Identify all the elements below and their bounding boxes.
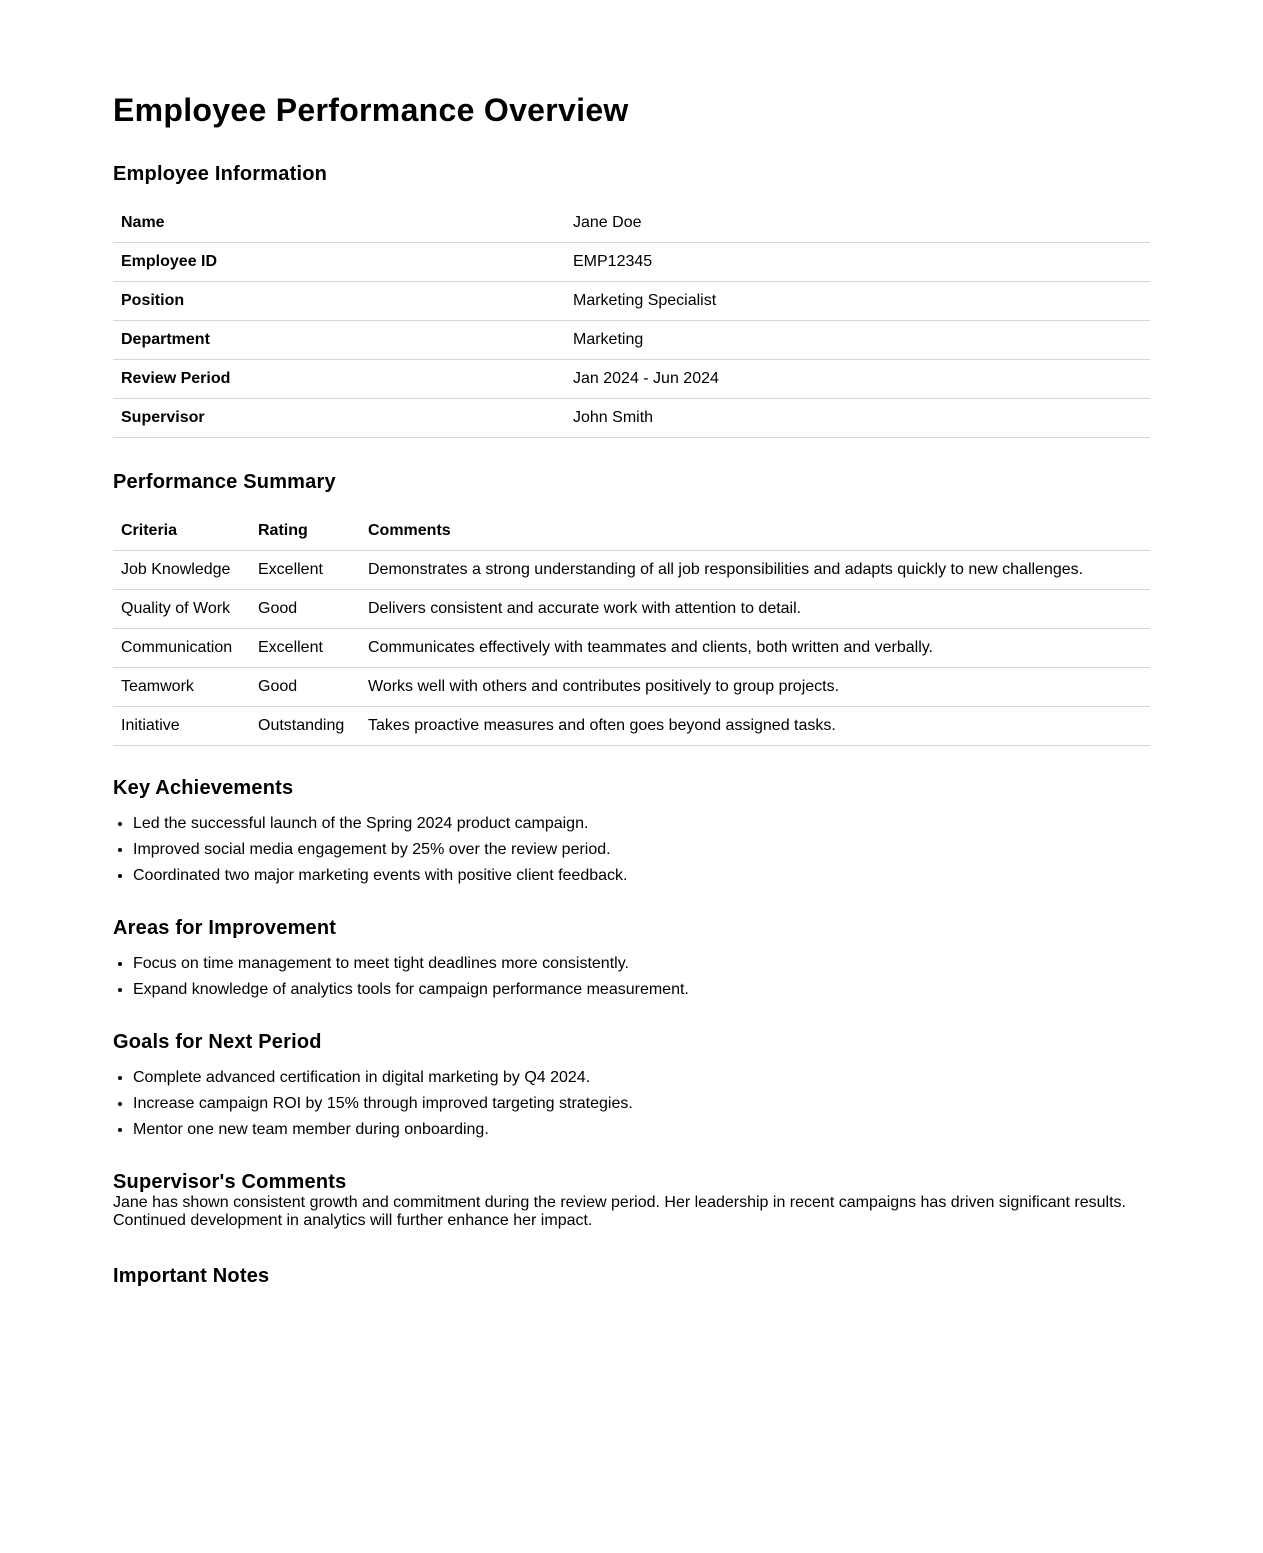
table-row: [113, 707, 1150, 746]
table-row: [113, 668, 1150, 707]
table-row: [113, 399, 1150, 438]
list-item: • Complete advanced certification in digital marketing by Q4 2024.: [133, 1065, 1150, 1091]
table-row: [113, 629, 1150, 668]
table-row: [113, 243, 1150, 282]
criteria-cell: Job Knowledge: [113, 551, 250, 590]
key-achievements-list: [113, 811, 1150, 889]
criteria-cell: Teamwork: [113, 668, 250, 707]
info-value: Jan 2024 - Jun 2024: [565, 360, 1150, 399]
rating-cell: Excellent: [250, 551, 360, 590]
table-row: [113, 590, 1150, 629]
goals-list: [113, 1065, 1150, 1143]
comments-cell: Communicates effectively with teammates and clients, both written and verbally.: [360, 629, 1150, 668]
list-item: • Mentor one new team member during onboarding.: [133, 1117, 1150, 1143]
comments-cell: Takes proactive measures and often goes beyond assigned tasks.: [360, 707, 1150, 746]
areas-for-improvement-heading: Areas for Improvement: [113, 917, 337, 939]
rating-cell: Good: [250, 668, 360, 707]
list-item: • Coordinated two major marketing events with positive client feedback.: [133, 863, 1150, 889]
info-label: Department: [113, 321, 565, 360]
important-notes-heading: Important Notes: [113, 1265, 270, 1287]
info-label: Name: [113, 204, 565, 243]
column-header-criteria: Criteria: [113, 512, 250, 551]
info-value: EMP12345: [565, 243, 1150, 282]
criteria-cell: Communication: [113, 629, 250, 668]
table-row: [113, 360, 1150, 399]
list-item: • Led the successful launch of the Spring 2024 product campaign.: [133, 811, 1150, 837]
supervisor-comments-heading: Supervisor's Comments: [113, 1171, 347, 1193]
info-value: John Smith: [565, 399, 1150, 438]
column-header-comments: Comments: [360, 512, 1150, 551]
criteria-cell: Quality of Work: [113, 590, 250, 629]
comments-cell: Delivers consistent and accurate work with attention to detail.: [360, 590, 1150, 629]
list-item: • Increase campaign ROI by 15% through improved targeting strategies.: [133, 1091, 1150, 1117]
column-header-rating: Rating: [250, 512, 360, 551]
key-achievements-heading: Key Achievements: [113, 777, 294, 799]
table-row: [113, 321, 1150, 360]
table-row: [113, 204, 1150, 243]
list-item: • Improved social media engagement by 25% over the review period.: [133, 837, 1150, 863]
info-value: Marketing: [565, 321, 1150, 360]
info-label: Supervisor: [113, 399, 565, 438]
employee-info-heading: Employee Information: [113, 163, 328, 185]
info-label: Review Period: [113, 360, 565, 399]
supervisor-comments-text: Jane has shown consistent growth and commitment during the review period. Her leadership in recent campaigns has driven significant results. Continued development in analytics will further enhance her impact.: [113, 1194, 1126, 1229]
table-row: [113, 551, 1150, 590]
employee-info-table: [113, 204, 1150, 438]
info-label: Position: [113, 282, 565, 321]
rating-cell: Outstanding: [250, 707, 360, 746]
page-title: Employee Performance Overview: [113, 92, 629, 128]
list-item: • Expand knowledge of analytics tools for campaign performance measurement.: [133, 977, 1150, 1003]
list-item: • Focus on time management to meet tight deadlines more consistently.: [133, 951, 1150, 977]
comments-cell: Demonstrates a strong understanding of all job responsibilities and adapts quickly to new challenges.: [360, 551, 1150, 590]
info-value: Marketing Specialist: [565, 282, 1150, 321]
areas-for-improvement-list: [113, 951, 1150, 1003]
table-row: [113, 282, 1150, 321]
performance-summary-heading: Performance Summary: [113, 471, 336, 493]
table-header-row: [113, 512, 1150, 551]
info-value: Jane Doe: [565, 204, 1150, 243]
comments-cell: Works well with others and contributes positively to group projects.: [360, 668, 1150, 707]
goals-heading: Goals for Next Period: [113, 1031, 322, 1053]
performance-summary-table: [113, 512, 1150, 746]
rating-cell: Good: [250, 590, 360, 629]
info-label: Employee ID: [113, 243, 565, 282]
rating-cell: Excellent: [250, 629, 360, 668]
criteria-cell: Initiative: [113, 707, 250, 746]
